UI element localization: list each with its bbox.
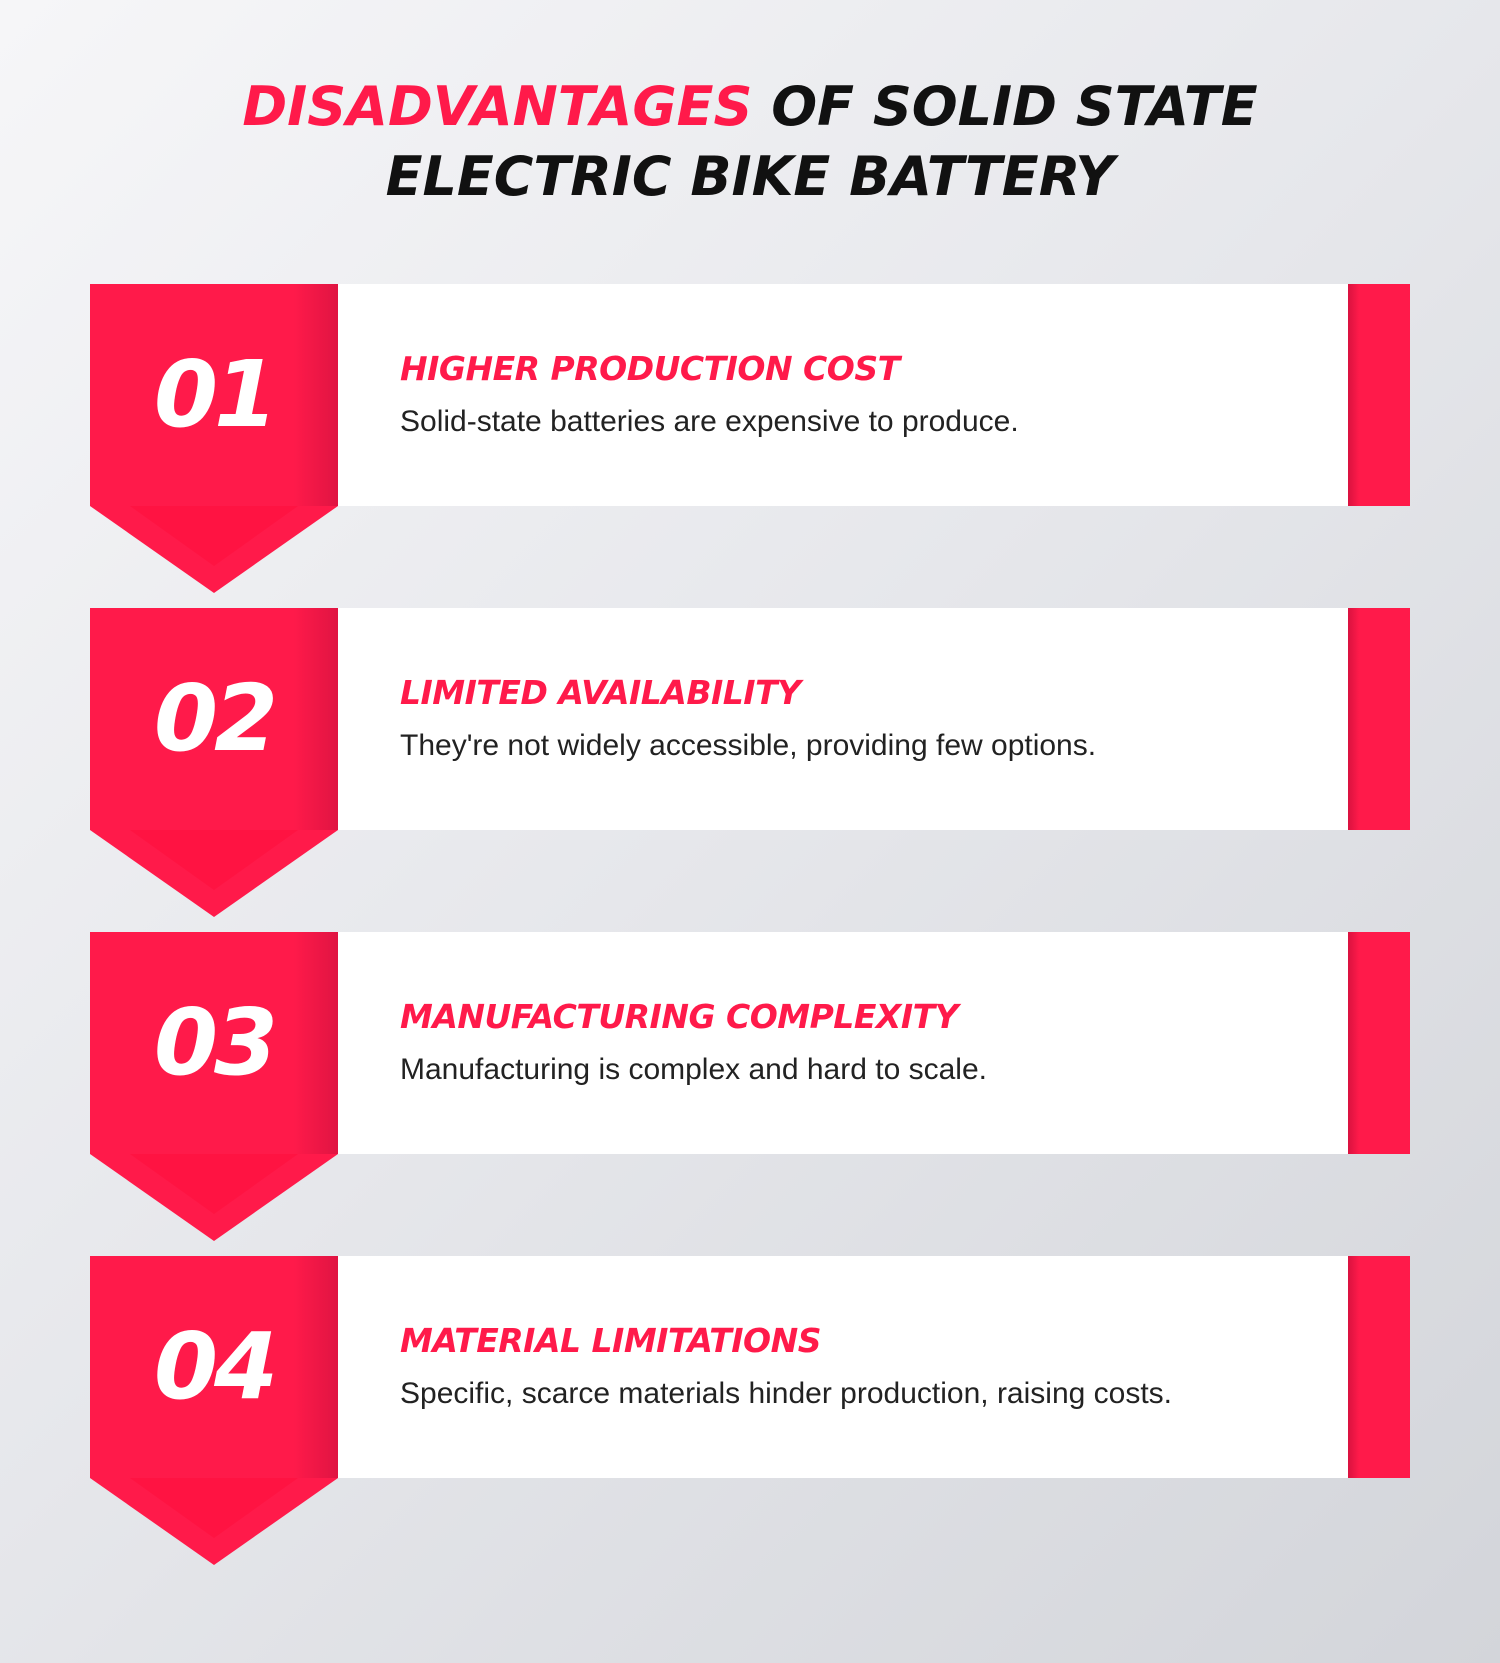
disadvantage-item-3 (90, 932, 1410, 1241)
accent-end-bar (1348, 1256, 1410, 1478)
disadvantage-item-1 (90, 284, 1410, 593)
number-badge (90, 1256, 338, 1478)
title-accent: DISADVANTAGES (242, 75, 753, 138)
accent-end-bar (1348, 932, 1410, 1154)
disadvantage-item-4 (90, 1256, 1410, 1565)
item-number: 01 (153, 341, 275, 448)
item-number: 03 (153, 989, 275, 1096)
accent-end-bar (1348, 608, 1410, 830)
number-badge (90, 932, 338, 1154)
chevron-down-icon (90, 1478, 338, 1565)
item-number: 02 (153, 665, 275, 772)
item-description: Manufacturing is complex and hard to scale. (400, 1053, 987, 1086)
disadvantage-item-2 (90, 608, 1410, 917)
number-badge (90, 284, 338, 506)
number-badge (90, 608, 338, 830)
chevron-down-icon (90, 1154, 338, 1241)
title-line-2: ELECTRIC BIKE BATTERY (385, 145, 1115, 208)
item-heading: HIGHER PRODUCTION COST (400, 349, 900, 388)
item-description: They're not widely accessible, providing few options. (400, 729, 1097, 762)
chevron-down-icon (90, 830, 338, 917)
title-line-1 (0, 72, 1500, 142)
page-title (0, 72, 1500, 212)
item-description: Specific, scarce materials hinder production, raising costs. (400, 1377, 1173, 1410)
item-description: Solid-state batteries are expensive to produce. (400, 405, 1019, 438)
item-number: 04 (153, 1313, 275, 1420)
item-heading: MANUFACTURING COMPLEXITY (400, 997, 959, 1036)
accent-end-bar (1348, 284, 1410, 506)
item-heading: MATERIAL LIMITATIONS (400, 1321, 821, 1360)
chevron-down-icon (90, 506, 338, 593)
title-rest: OF SOLID STATE (771, 75, 1258, 138)
item-heading: LIMITED AVAILABILITY (400, 673, 801, 712)
